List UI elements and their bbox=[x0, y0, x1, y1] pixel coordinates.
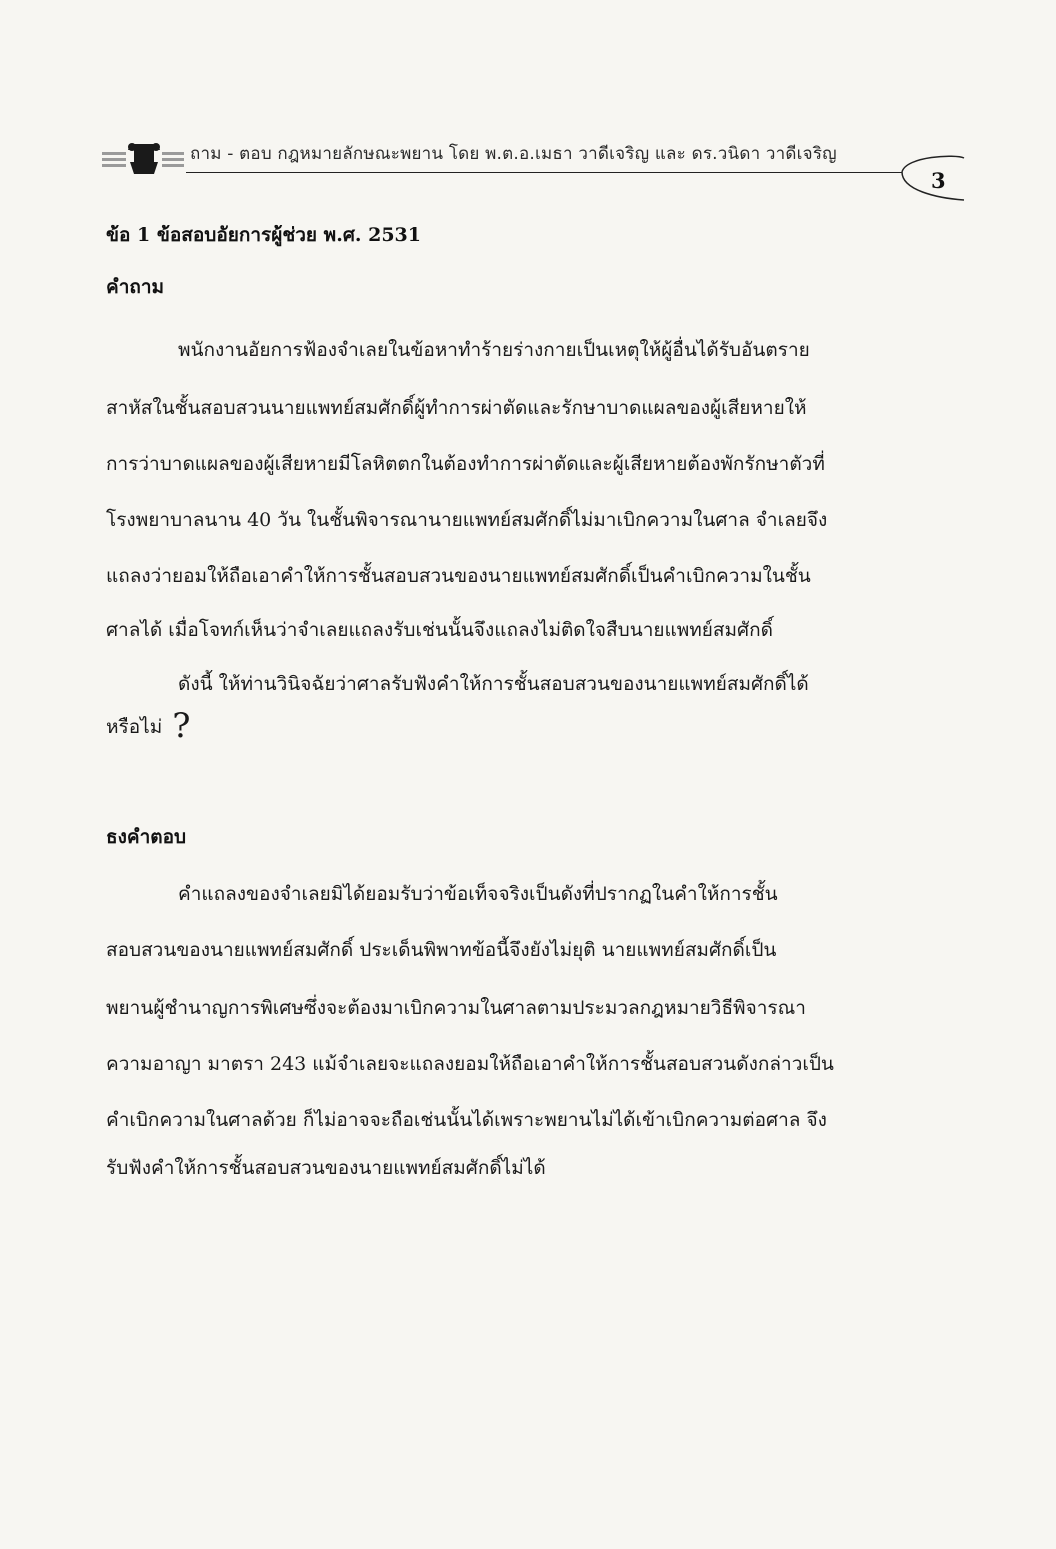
question-heading: ข้อ 1 ข้อสอบอัยการผู้ช่วย พ.ศ. 2531 bbox=[106, 224, 421, 246]
answer-heading: ธงคำตอบ bbox=[106, 826, 187, 848]
question-mark: ? bbox=[172, 706, 191, 746]
question-line-1: พนักงานอัยการฟ้องจำเลยในข้อหาทำร้ายร่างกายเป็นเหตุให้ผู้อื่นได้รับอันตราย bbox=[178, 339, 810, 361]
answer-line-6: รับฟังคำให้การชั้นสอบสวนของนายแพทย์สมศักดิ์ไม่ได้ bbox=[106, 1157, 546, 1179]
page-number: 3 bbox=[931, 168, 946, 193]
question-line-5: แถลงว่ายอมให้ถือเอาคำให้การชั้นสอบสวนของนายแพทย์สมศักดิ์เป็นคำเบิกความในชั้น bbox=[106, 565, 811, 587]
question-line-6: ศาลได้ เมื่อโจทก์เห็นว่าจำเลยแถลงรับเช่นนั้นจึงแถลงไม่ติดใจสืบนายแพทย์สมศักดิ์ bbox=[106, 619, 773, 641]
answer-line-1: คำแถลงของจำเลยมิได้ยอมรับว่าข้อเท็จจริงเป็นดังที่ปรากฏในคำให้การชั้น bbox=[178, 883, 778, 905]
book-logo-icon bbox=[100, 136, 186, 180]
answer-line-4: ความอาญา มาตรา 243 แม้จำเลยจะแถลงยอมให้ถือเอาคำให้การชั้นสอบสวนดังกล่าวเป็น bbox=[106, 1053, 834, 1075]
question-subheading: คำถาม bbox=[106, 276, 165, 298]
header-rule bbox=[186, 172, 902, 173]
question-line-3: การว่าบาดแผลของผู้เสียหายมีโลหิตตกในต้องทำการผ่าตัดและผู้เสียหายต้องพักรักษาตัวที่ bbox=[106, 453, 825, 475]
question-line-8-text: หรือไม่ bbox=[106, 716, 163, 738]
answer-line-2: สอบสวนของนายแพทย์สมศักดิ์ ประเด็นพิพาทข้อนี้จึงยังไม่ยุติ นายแพทย์สมศักดิ์เป็น bbox=[106, 939, 777, 961]
running-header-title: ถาม - ตอบ กฎหมายลักษณะพยาน โดย พ.ต.อ.เมธา วาดีเจริญ และ ดร.วนิดา วาดีเจริญ bbox=[190, 144, 837, 164]
question-line-4: โรงพยาบาลนาน 40 วัน ในชั้นพิจารณานายแพทย์สมศักดิ์ไม่มาเบิกความในศาล จำเลยจึง bbox=[106, 509, 828, 531]
answer-line-5: คำเบิกความในศาลด้วย ก็ไม่อาจจะถือเช่นนั้นได้เพราะพยานไม่ได้เข้าเบิกความต่อศาล จึง bbox=[106, 1109, 827, 1131]
question-line-2: สาหัสในชั้นสอบสวนนายแพทย์สมศักดิ์ผู้ทำการผ่าตัดและรักษาบาดแผลของผู้เสียหายให้ bbox=[106, 397, 807, 419]
answer-line-3: พยานผู้ชำนาญการพิเศษซึ่งจะต้องมาเบิกความในศาลตามประมวลกฎหมายวิธีพิจารณา bbox=[106, 997, 806, 1019]
question-line-7: ดังนี้ ให้ท่านวินิจฉัยว่าศาลรับฟังคำให้การชั้นสอบสวนของนายแพทย์สมศักดิ์ได้ bbox=[178, 673, 809, 695]
question-line-8 bbox=[106, 706, 191, 746]
